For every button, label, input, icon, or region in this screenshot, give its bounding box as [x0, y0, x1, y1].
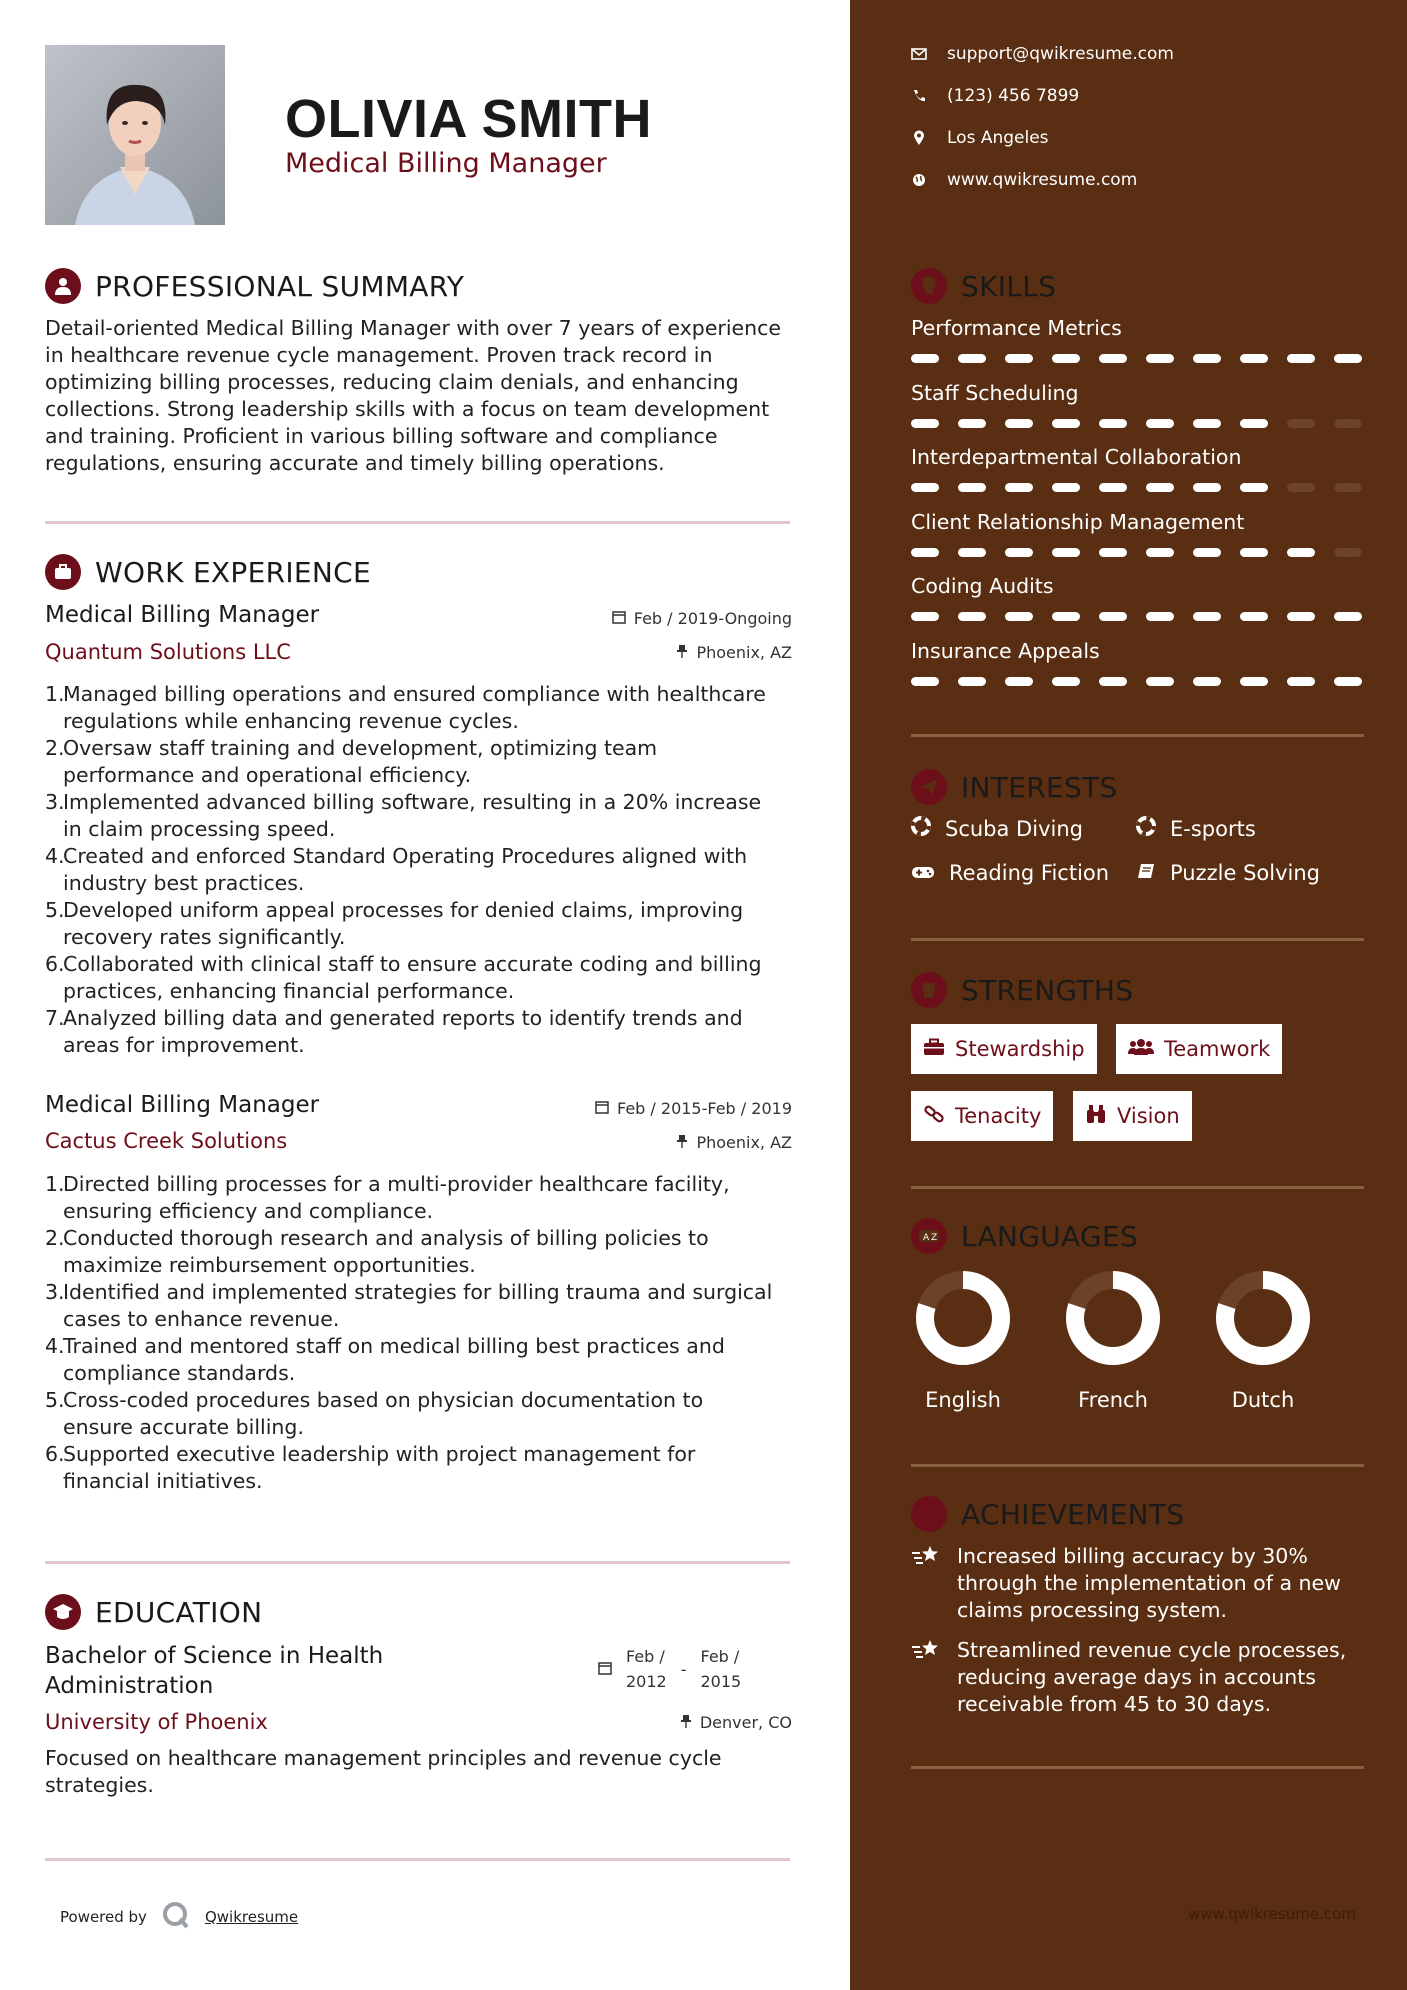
shooting-star-icon [911, 1543, 941, 1624]
list-item: 3. Implemented advanced billing software, resulting in a 20% increase in claim processing speed. [45, 790, 762, 841]
job-location [676, 1133, 792, 1152]
skill-dash [1193, 483, 1221, 492]
skill-dash [1287, 354, 1315, 363]
achievements-heading: ACHIEVEMENTS [961, 1497, 1185, 1531]
contact-phone [911, 86, 1079, 106]
job-location-text: Phoenix, AZ [696, 1133, 792, 1152]
strength-label: Vision [1117, 1104, 1180, 1128]
fist-icon [911, 972, 947, 1008]
skill-label: Performance Metrics [911, 316, 1122, 340]
skill-dash [1193, 419, 1221, 428]
svg-text:Z: Z [931, 1233, 938, 1243]
skills-header [911, 268, 1056, 304]
education-line: strategies. [45, 1773, 154, 1797]
company-name: Quantum Solutions LLC [45, 640, 291, 664]
achievement-line: claims processing system. [957, 1598, 1228, 1622]
interest-label: Puzzle Solving [1170, 861, 1320, 885]
skill-dash [1005, 483, 1033, 492]
interest-label: E-sports [1170, 816, 1256, 841]
envelope-icon [911, 46, 927, 62]
interest-label: Scuba Diving [945, 816, 1083, 841]
skill-dash [1334, 548, 1362, 557]
interest-label: Reading Fiction [949, 861, 1110, 885]
skill-level-bar [911, 483, 1362, 492]
list-item: 6. Collaborated with clinical staff to ensure accurate coding and billing practices, enhancing financial performance. [45, 952, 762, 1003]
skill-dash [911, 677, 939, 686]
skill-dash [1052, 419, 1080, 428]
skill-dash [1005, 354, 1033, 363]
education-description [45, 1745, 795, 1799]
strength-tag [1073, 1091, 1192, 1141]
skill-dash [958, 419, 986, 428]
section-divider [911, 1186, 1364, 1189]
calendar-icon [612, 609, 626, 628]
skill-dash [1334, 419, 1362, 428]
language-item [1208, 1270, 1318, 1412]
skill-dash [911, 354, 939, 363]
summary-heading: PROFESSIONAL SUMMARY [95, 269, 465, 303]
pin-icon [676, 1133, 688, 1152]
section-divider [911, 1766, 1364, 1769]
languages-heading: LANGUAGES [961, 1219, 1139, 1253]
profile-photo [45, 45, 225, 225]
contact-location-text: Los Angeles [947, 128, 1049, 148]
svg-text:A: A [923, 1233, 930, 1243]
list-item: 4. Trained and mentored staff on medical billing best practices and compliance standards. [45, 1334, 725, 1385]
skill-dash [1052, 677, 1080, 686]
skill-dash [1287, 483, 1315, 492]
education-location-text: Denver, CO [699, 1713, 792, 1732]
job-location-text: Phoenix, AZ [696, 643, 792, 662]
achievement-line: Streamlined revenue cycle processes, [957, 1638, 1347, 1662]
experience-header [45, 554, 371, 590]
skill-dash [1005, 677, 1033, 686]
achievement-item [911, 1543, 1361, 1624]
binoculars-icon [1085, 1104, 1107, 1129]
strength-tag [911, 1024, 1097, 1074]
skill-dash [1146, 548, 1174, 557]
skill-dash [1005, 548, 1033, 557]
strength-tag [911, 1091, 1053, 1141]
skill-dash [1005, 612, 1033, 621]
shooting-star-icon [911, 1637, 941, 1718]
summary-line: optimizing billing processes, reducing claim denials, and enhancing [45, 370, 739, 394]
language-proficiency-ring [1065, 1270, 1161, 1366]
job-dates [595, 1099, 792, 1118]
skill-dash [1005, 419, 1033, 428]
skill-dash [1287, 548, 1315, 557]
link-icon [923, 1103, 945, 1130]
skill-dash [1334, 354, 1362, 363]
skill-dash [1146, 483, 1174, 492]
job-location [676, 643, 792, 662]
language-item [908, 1270, 1018, 1412]
achievement-line: receivable from 45 to 30 days. [957, 1692, 1272, 1716]
skill-dash [1287, 419, 1315, 428]
section-divider [911, 734, 1364, 737]
candidate-name: OLIVIA SMITH [285, 89, 652, 149]
list-item: 1. Directed billing processes for a multi-provider healthcare facility, ensuring efficiency and compliance. [45, 1172, 730, 1223]
graduation-cap-icon [45, 1594, 81, 1630]
summary-line: Detail-oriented Medical Billing Manager with over 7 years of experience [45, 316, 782, 340]
skill-dash [1146, 419, 1174, 428]
interest-item [1136, 816, 1256, 841]
job-dates-text: Feb / 2019-Ongoing [633, 609, 792, 628]
skill-dash [1099, 354, 1127, 363]
skill-dash [911, 419, 939, 428]
languages-header [911, 1218, 1138, 1254]
language-proficiency-ring [915, 1270, 1011, 1366]
summary-text [45, 315, 795, 477]
list-item: 3. Identified and implemented strategies for billing trauma and surgical cases to enhance revenue. [45, 1280, 773, 1331]
list-item: 5. Cross-coded procedures based on physician documentation to ensure accurate billing. [45, 1388, 704, 1439]
skill-dash [958, 548, 986, 557]
skill-dash [1240, 548, 1268, 557]
lifebuoy-icon [911, 816, 931, 841]
skill-dash [1099, 548, 1127, 557]
contact-location [911, 128, 1049, 148]
interests-header [911, 769, 1118, 805]
skill-dash [911, 612, 939, 621]
job-dates [612, 609, 792, 628]
skill-dash [1052, 354, 1080, 363]
powered-by [60, 1900, 298, 1934]
calendar-icon [598, 1660, 612, 1679]
achievement-line: Increased billing accuracy by 30% [957, 1544, 1308, 1568]
achievement-line: reducing average days in accounts [957, 1665, 1316, 1689]
summary-line: collections. Strong leadership skills with a focus on team development [45, 397, 770, 421]
job-duties-list [45, 1171, 805, 1495]
skill-dash [1099, 483, 1127, 492]
skill-level-bar [911, 612, 1362, 621]
skill-level-bar [911, 677, 1362, 686]
summary-line: regulations, ensuring accurate and timely billing operations. [45, 451, 665, 475]
job-title: Medical Billing Manager [45, 1092, 320, 1118]
skill-dash [1287, 677, 1315, 686]
user-icon [45, 268, 81, 304]
section-divider [911, 1464, 1364, 1467]
contact-website [911, 170, 1137, 190]
skill-dash [1334, 677, 1362, 686]
pin-icon [676, 643, 688, 662]
list-item: 6. Supported executive leadership with project management for financial initiatives. [45, 1442, 696, 1493]
education-line: Focused on healthcare management principles and revenue cycle [45, 1746, 722, 1770]
paper-plane-icon [911, 769, 947, 805]
skill-dash [1099, 419, 1127, 428]
skill-dash [958, 483, 986, 492]
skill-dash [1052, 548, 1080, 557]
start-year: 2012 [626, 1672, 667, 1691]
pin-icon [680, 1713, 692, 1732]
job-duties-list [45, 681, 805, 1059]
section-divider [911, 938, 1364, 941]
candidate-title: Medical Billing Manager [285, 148, 607, 179]
brand-link[interactable]: Qwikresume [204, 1908, 299, 1926]
section-divider [45, 1561, 790, 1564]
skill-dash [1099, 612, 1127, 621]
strength-tag [1116, 1024, 1282, 1074]
skill-dash [1240, 354, 1268, 363]
interests-heading: INTERESTS [961, 770, 1118, 804]
users-icon [1128, 1037, 1154, 1061]
achievement-item [911, 1637, 1361, 1718]
list-item: 2. Conducted thorough research and analysis of billing policies to maximize reimbursement opportunities. [45, 1226, 709, 1277]
achievement-line: through the implementation of a new [957, 1571, 1341, 1595]
list-item: 1. Managed billing operations and ensured compliance with healthcare regulations while enhancing revenue cycles. [45, 682, 766, 733]
skill-dash [1146, 677, 1174, 686]
skill-dash [1146, 354, 1174, 363]
contact-email [911, 44, 1174, 64]
qwikresume-logo-icon [161, 1900, 191, 1934]
watermark-text: www.qwikresume.com [1188, 1905, 1356, 1923]
list-item: 2. Oversaw staff training and development, optimizing team performance and operational efficiency. [45, 736, 658, 787]
interest-item [911, 861, 1109, 885]
skill-level-bar [911, 419, 1362, 428]
strengths-header [911, 972, 1133, 1008]
skill-dash [958, 677, 986, 686]
summary-line: in healthcare revenue cycle management. Proven track record in [45, 343, 713, 367]
education-header [45, 1594, 262, 1630]
skill-dash [1193, 612, 1221, 621]
contact-phone-text: (123) 456 7899 [947, 86, 1080, 106]
skill-dash [1146, 612, 1174, 621]
skill-dash [1240, 677, 1268, 686]
interest-item [911, 816, 1083, 841]
globe-icon [911, 172, 927, 188]
lifebuoy-icon [1136, 816, 1156, 841]
contact-website-text[interactable]: www.qwikresume.com [947, 170, 1138, 190]
language-label: French [1078, 1388, 1148, 1412]
skill-dash [1193, 677, 1221, 686]
skill-label: Client Relationship Management [911, 509, 1245, 534]
job-dates-text: Feb / 2015-Feb / 2019 [617, 1099, 792, 1118]
education-dates [598, 1644, 741, 1694]
language-label: Dutch [1231, 1388, 1295, 1412]
language-proficiency-ring [1215, 1270, 1311, 1366]
summary-line: and training. Proficient in various billing software and compliance [45, 424, 718, 448]
briefcase-icon [45, 554, 81, 590]
job-title: Medical Billing Manager [45, 602, 320, 628]
degree-line: Administration [45, 1673, 214, 1699]
strength-label: Tenacity [955, 1104, 1042, 1128]
skill-label: Staff Scheduling [911, 380, 1079, 405]
skill-dash [1334, 483, 1362, 492]
degree-line: Bachelor of Science in Health [45, 1643, 384, 1669]
phone-icon [911, 88, 927, 104]
interest-item [1136, 861, 1320, 885]
experience-heading: WORK EXPERIENCE [95, 555, 371, 589]
language-label: English [925, 1388, 1001, 1412]
briefcase-icon [923, 1037, 945, 1061]
map-pin-icon [911, 130, 927, 146]
skill-dash [1052, 483, 1080, 492]
lightbulb-icon [911, 268, 947, 304]
gamepad-icon [911, 861, 935, 885]
skill-label: Insurance Appeals [911, 638, 1100, 663]
list-item: 5. Developed uniform appeal processes for denied claims, improving recovery rates significantly. [45, 898, 744, 949]
start-date: Feb / [626, 1647, 665, 1666]
strength-label: Teamwork [1164, 1037, 1271, 1061]
company-name: Cactus Creek Solutions [45, 1129, 288, 1153]
skill-dash [1334, 612, 1362, 621]
skill-dash [1099, 677, 1127, 686]
skill-dash [1287, 612, 1315, 621]
strength-label: Stewardship [955, 1037, 1085, 1061]
calendar-icon [595, 1099, 609, 1118]
skill-dash [1240, 612, 1268, 621]
list-item: 7. Analyzed billing data and generated reports to identify trends and areas for improvement. [45, 1006, 743, 1057]
powered-by-label: Powered by [60, 1908, 147, 1926]
strengths-heading: STRENGTHS [961, 973, 1134, 1007]
skill-dash [1193, 548, 1221, 557]
skill-level-bar [911, 354, 1362, 363]
skill-dash [911, 548, 939, 557]
skill-level-bar [911, 548, 1362, 557]
contact-email-text[interactable]: support@qwikresume.com [947, 44, 1174, 64]
section-divider [45, 1858, 790, 1861]
summary-header [45, 268, 464, 304]
award-star-icon [911, 1496, 947, 1532]
section-divider [45, 521, 790, 524]
education-heading: EDUCATION [95, 1595, 263, 1629]
degree-title [45, 1641, 383, 1701]
skill-dash [1052, 612, 1080, 621]
achievements-header [911, 1496, 1184, 1532]
skill-dash [911, 483, 939, 492]
translate-icon [911, 1218, 947, 1254]
date-separator: - [680, 1659, 687, 1679]
skill-label: Coding Audits [911, 574, 1054, 598]
end-year: 2015 [700, 1672, 742, 1691]
skill-dash [1193, 354, 1221, 363]
list-item: 4. Created and enforced Standard Operating Procedures aligned with industry best practices. [45, 844, 748, 895]
skill-dash [1240, 483, 1268, 492]
skill-dash [958, 354, 986, 363]
skills-heading: SKILLS [961, 269, 1057, 303]
language-item [1058, 1270, 1168, 1412]
end-date: Feb / [700, 1647, 740, 1666]
school-name: University of Phoenix [45, 1710, 268, 1734]
education-location [680, 1713, 792, 1732]
skill-label: Interdepartmental Collaboration [911, 445, 1242, 469]
skill-dash [1240, 419, 1268, 428]
book-icon [1136, 861, 1156, 885]
skill-dash [958, 612, 986, 621]
